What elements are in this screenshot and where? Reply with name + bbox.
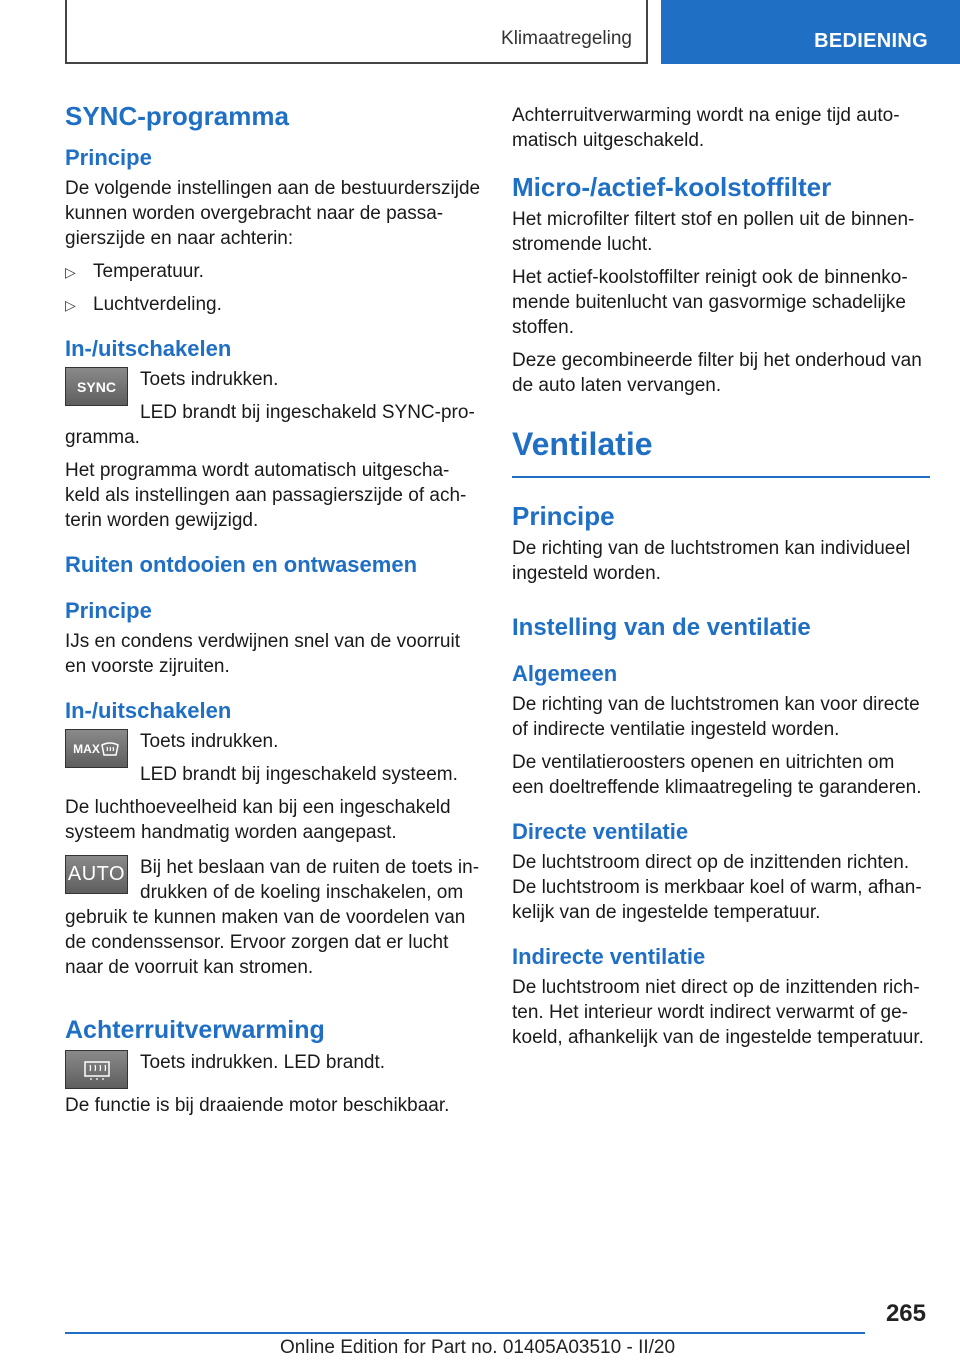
principe-heading: Principe xyxy=(512,501,615,531)
algemeen-heading: Algemeen xyxy=(512,661,618,686)
sync-note: Het programma wordt automatisch uitgescha-keld als instellingen aan passagierszijde of ach-terin worden gewijzigd. xyxy=(65,460,467,531)
algemeen-text-2: De ventilatieroosters openen en uitrichten om een doeltreffende klimaatregeling te garanderen. xyxy=(512,752,922,798)
ruiten-heading: Ruiten ontdooien en ontwasemen xyxy=(65,552,418,577)
filter-text-2: Het actief-koolstoffilter reinigt ook de binnenko-mende buitenlucht van gasvormige schadelijke stoffen. xyxy=(512,267,908,338)
indirect-heading: Indirecte ventilatie xyxy=(512,944,706,969)
auto-button-icon: AUTO xyxy=(65,855,128,894)
footer-divider xyxy=(65,1332,865,1334)
direct-heading: Directe ventilatie xyxy=(512,819,689,844)
rear-window-defrost-icon xyxy=(65,1050,128,1089)
principe-heading: Principe xyxy=(65,145,152,170)
max-defrost-button-icon: MAX xyxy=(65,729,128,768)
sync-instruction xyxy=(65,367,483,458)
filter-text-1: Het microfilter filtert stof en pollen uit de binnen-stromende lucht. xyxy=(512,209,915,255)
instr-line: Toets indrukken. LED brandt. xyxy=(140,1052,386,1073)
page-number: 265 xyxy=(885,1300,926,1327)
instr-line: Toets indrukken. xyxy=(140,731,279,752)
triangle-bullet-icon: ▷ xyxy=(65,264,76,280)
max-instruction xyxy=(65,729,483,795)
edition-text: Online Edition for Part no. 01405A03510 - II/20 xyxy=(280,1337,676,1358)
section-title: Klimaatregeling xyxy=(501,28,632,49)
windshield-defrost-icon xyxy=(100,741,120,757)
ventilatie-heading: Ventilatie xyxy=(512,424,930,478)
auto-instruction xyxy=(65,855,483,980)
inuit-heading: In-/uitschakelen xyxy=(65,698,232,723)
instelling-heading: Instelling van de ventilatie xyxy=(512,614,811,641)
filter-heading: Micro-/actief-koolstoffilter xyxy=(512,172,832,202)
principe-text: IJs en condens verdwijnen snel van de voorruit en voorste zijruiten. xyxy=(65,631,461,677)
direct-text: De luchtstroom direct op de inzittenden richten. De luchtstroom is merkbaar koel of warm, afhan-kelijk van de ingestelde temperatuur. xyxy=(512,852,922,923)
instr-line: LED brandt bij ingeschakeld SYNC-pro-gramma. xyxy=(65,402,475,448)
chapter-tab: BEDIENING xyxy=(661,0,960,64)
sync-heading: SYNC-programma xyxy=(65,101,289,131)
indirect-text: De luchtstroom niet direct op de inzittenden rich-ten. Het interieur wordt indirect verwarmt of ge-koeld, afhankelijk van de ingestelde temperatuur. xyxy=(512,977,924,1048)
instr-line: Toets indrukken. xyxy=(140,369,279,390)
auto-text: Bij het beslaan van de ruiten de toets in-drukken of de koeling inschakelen, om gebruik te kunnen maken van de voordelen van de condenssensor. Ervoor zorgen dat er lucht naar de voorruit kan stromen. xyxy=(65,857,480,978)
principe-heading: Principe xyxy=(65,598,152,623)
triangle-bullet-icon: ▷ xyxy=(65,297,76,313)
sync-button-icon: SYNC xyxy=(65,367,128,406)
rear-defrost-note: De functie is bij draaiende motor beschikbaar. xyxy=(65,1095,450,1116)
bullet-item: ▷ Luchtverdeling. xyxy=(65,292,483,317)
header-box xyxy=(65,0,648,64)
bullet-item: ▷ Temperatuur. xyxy=(65,259,483,284)
rear-defrost-cont: Achterruitverwarming wordt na enige tijd auto-matisch uitgeschakeld. xyxy=(512,105,900,151)
inuit-heading: In-/uitschakelen xyxy=(65,336,232,361)
principe-text: De volgende instellingen aan de bestuurderszijde kunnen worden overgebracht naar de passa-gierszijde en naar achterin: xyxy=(65,178,481,249)
rear-defrost-instruction xyxy=(65,1050,483,1093)
algemeen-text-1: De richting van de luchtstromen kan voor directe of indirecte ventilatie ingesteld worden. xyxy=(512,694,920,740)
achterruit-heading: Achterruitverwarming xyxy=(65,1016,325,1044)
right-column xyxy=(512,103,930,1058)
left-column xyxy=(65,100,483,1126)
principe-text: De richting van de luchtstromen kan individueel ingesteld worden. xyxy=(512,538,911,584)
instr-line: LED brandt bij ingeschakeld systeem. xyxy=(140,764,458,785)
max-note: De luchthoeveelheid kan bij een ingeschakeld systeem handmatig worden aangepast. xyxy=(65,797,451,843)
filter-text-3: Deze gecombineerde filter bij het onderhoud van de auto laten vervangen. xyxy=(512,350,922,396)
